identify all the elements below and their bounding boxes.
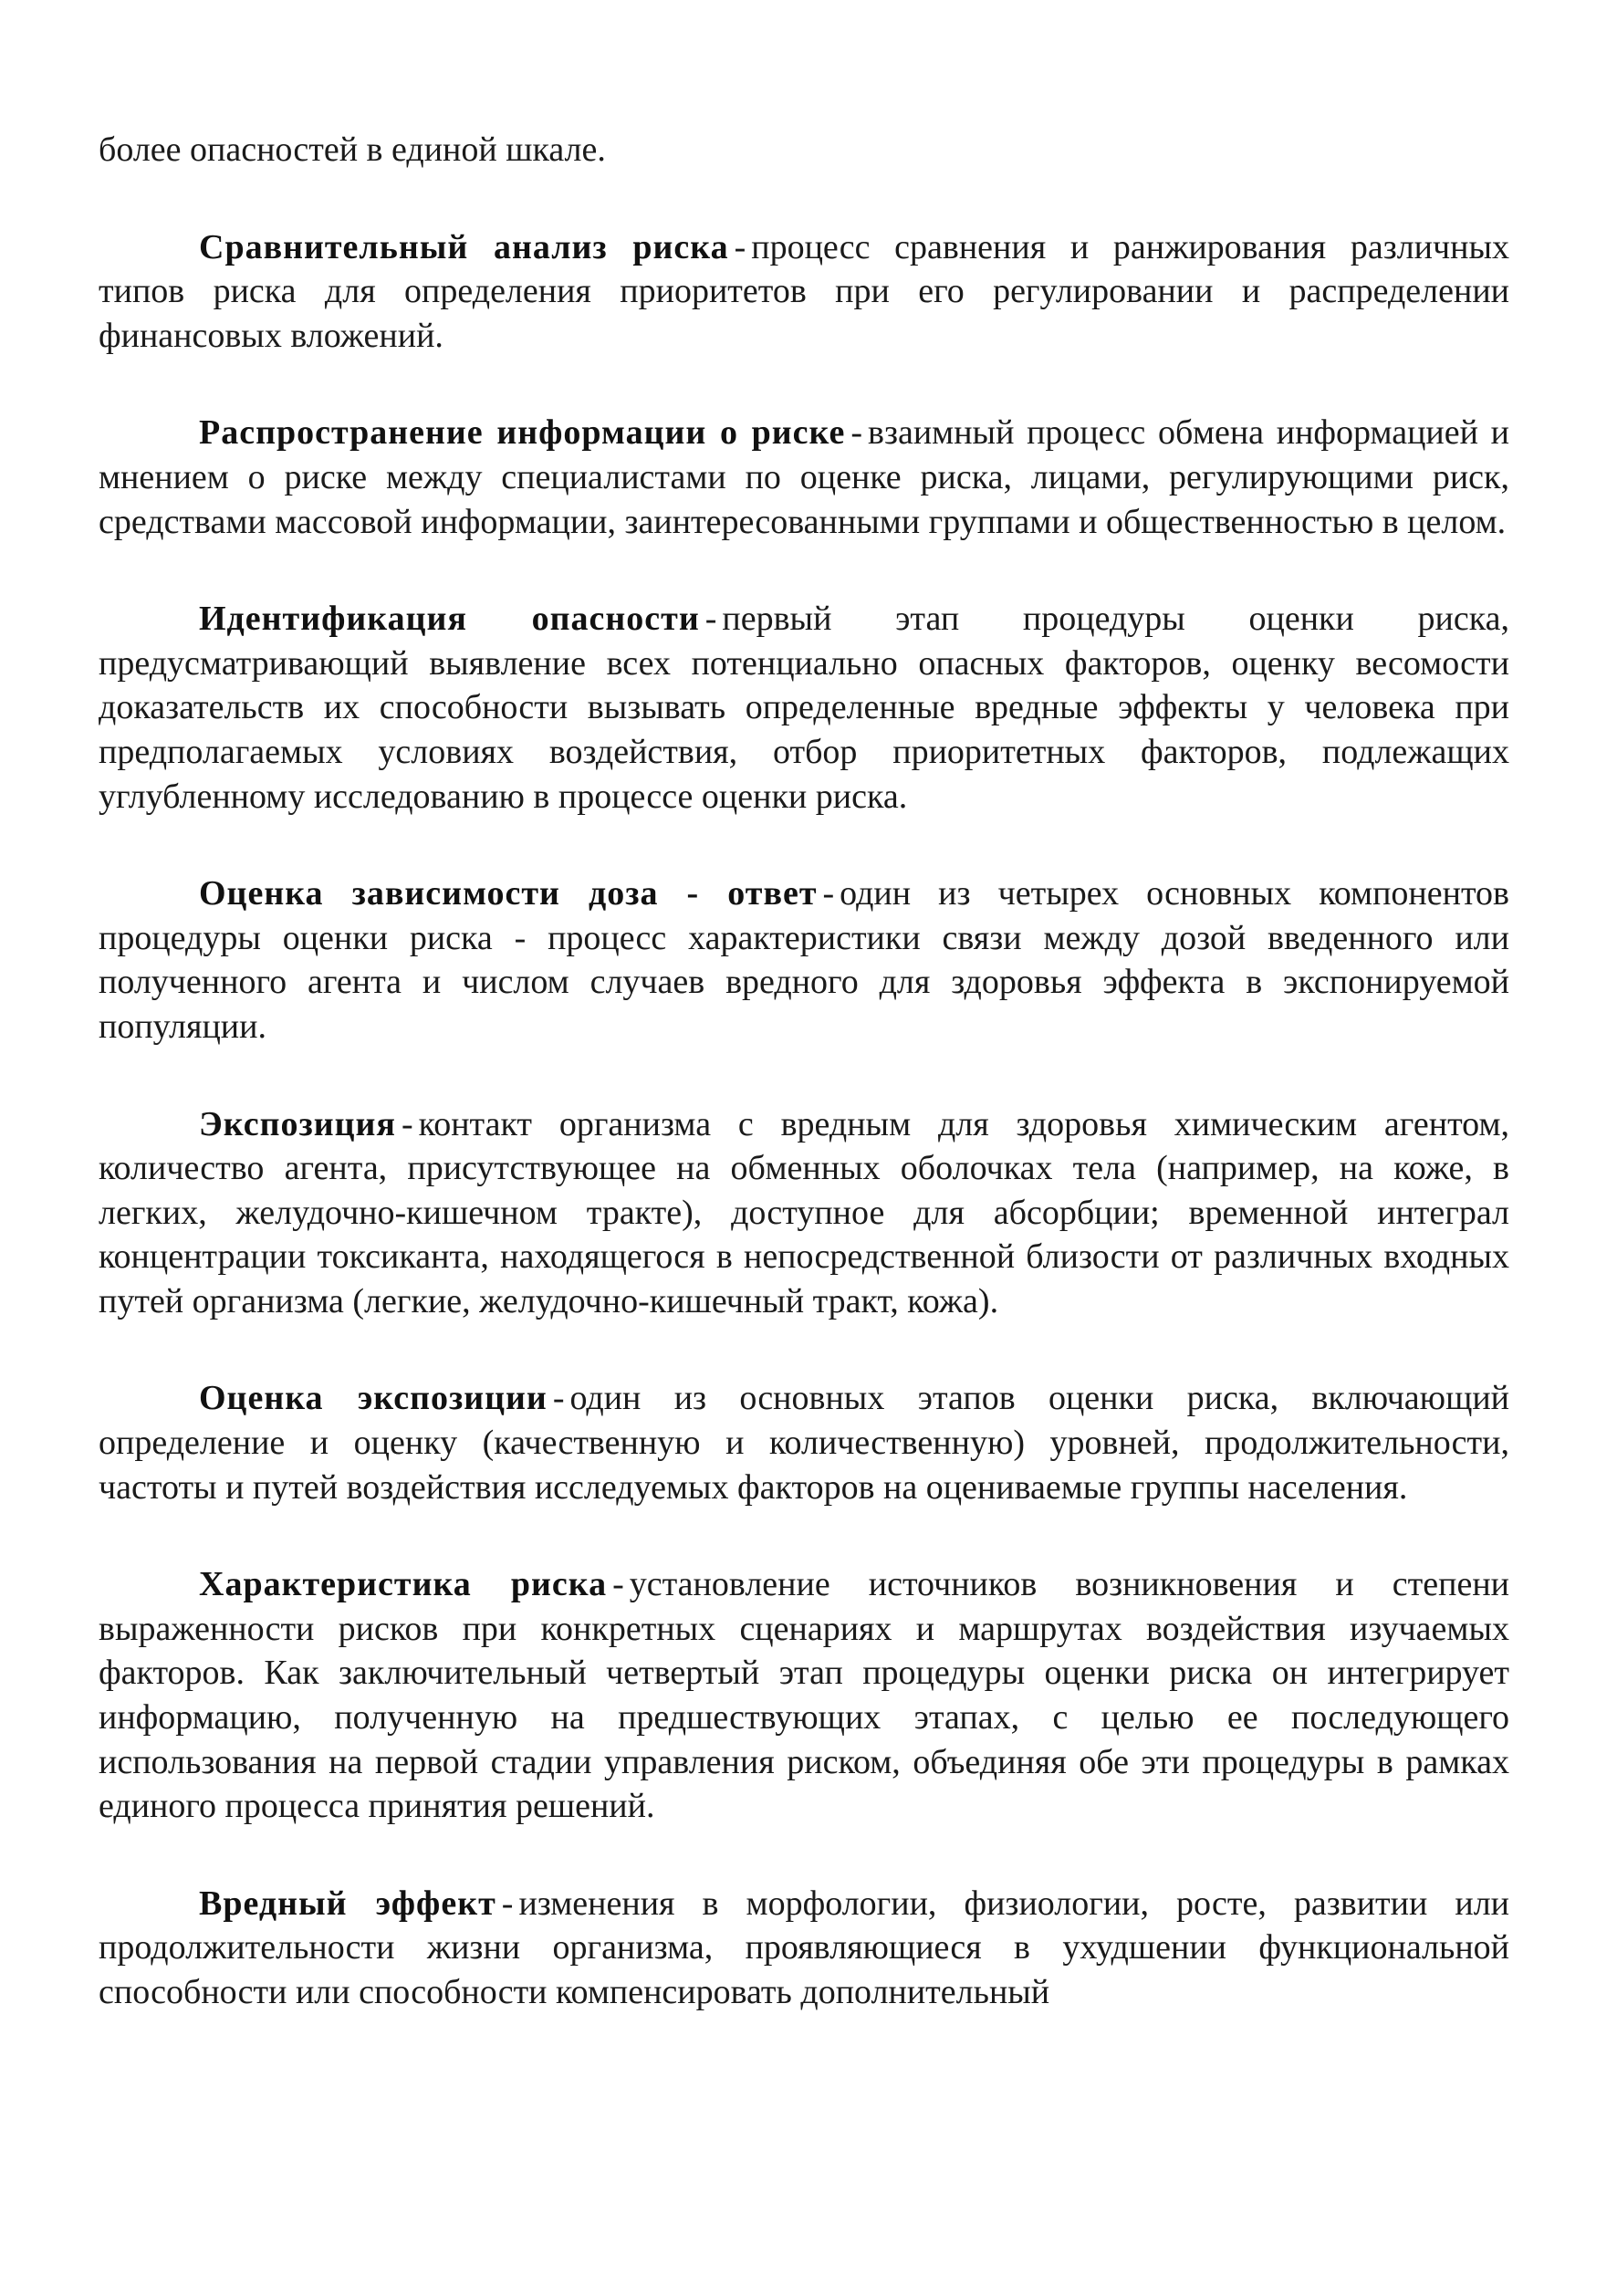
- definition: контакт организма с вредным для здоровья химическим агентом, количество агента, присутствующее на обменных оболочках тела (например, на коже, в легких, желудочно-кишечном тракте), доступное для абсорбции; временной интеграл концентрации токсиканта, находящегося в непосредственной близости от различных входных путей организма (легкие, желудочно-кишечный тракт, кожа).: [99, 1104, 1509, 1320]
- definition: первый этап процедуры оценки риска, предусматривающий выявление всех потенциально опасных факторов, оценку весомости доказательств их способности вызывать определенные вредные эффекты у человека при предполагаемых условиях воздействия, отбор приоритетных факторов, подлежащих углубленному исследованию в процессе оценки риска.: [99, 600, 1509, 816]
- separator: -: [850, 413, 862, 453]
- definition-entry-risk-characterization: [99, 1562, 1509, 1829]
- separator: -: [612, 1565, 624, 1604]
- definition-entry-dose-response: [99, 871, 1509, 1049]
- separator: -: [734, 227, 746, 266]
- intro-paragraph: более опасностей в единой шкале.: [99, 130, 606, 169]
- separator: -: [704, 600, 717, 639]
- definition-entry-exposure-assessment: [99, 1376, 1509, 1509]
- term: Экспозиция: [199, 1104, 396, 1143]
- definition: взаимный процесс обмена информацией и мнением о риске между специалистами по оценке риска, лицами, регулирующими риск, средствами массовой информации, заинтересованными группами и общественностью в целом.: [99, 413, 1509, 541]
- term: Оценка зависимости доза - ответ: [199, 874, 818, 913]
- definition: процесс сравнения и ранжирования различных типов риска для определения приоритетов при его регулировании и распределении финансовых вложений.: [99, 227, 1509, 355]
- separator: -: [501, 1884, 514, 1923]
- term: Оценка экспозиции: [199, 1379, 548, 1418]
- separator: -: [402, 1104, 413, 1143]
- definition-entry-comparative-risk-analysis: [99, 225, 1509, 359]
- separator: -: [552, 1379, 565, 1418]
- definition: один из четырех основных компонентов процедуры оценки риска - процесс характеристики связи между дозой введенного или полученного агента и числом случаев вредного для здоровья эффекта в экспонируемой популяции.: [99, 874, 1509, 1046]
- term: Распространение информации о риске: [199, 413, 846, 453]
- definition-entry-risk-communication: [99, 411, 1509, 544]
- document-page: [99, 128, 1509, 2068]
- term: Идентификация опасности: [199, 600, 700, 639]
- definition-entry-hazard-identification: [99, 597, 1509, 819]
- definition-entry-exposure: [99, 1102, 1509, 1324]
- separator: -: [822, 874, 835, 913]
- term: Характеристика риска: [199, 1565, 608, 1604]
- term: Сравнительный анализ риска: [199, 227, 729, 266]
- definition: изменения в морфологии, физиологии, росте, развитии или продолжительности жизни организма, проявляющиеся в ухудшении функциональной способности или способности компенсировать дополнительный: [99, 1884, 1509, 2011]
- term: Вредный эффект: [199, 1884, 496, 1923]
- definition: установление источников возникновения и степени выраженности рисков при конкретных сценариях и маршрутах воздействия изучаемых факторов. Как заключительный четвертый этап процедуры оценки риска он интегрирует информацию, полученную на предшествующих этапах, с целью ее последующего использования на первой стадии управления риском, объединяя обе эти процедуры в рамках единого процесса принятия решений.: [99, 1565, 1509, 1826]
- definition-entry-adverse-effect: [99, 1882, 1509, 2015]
- definition: один из основных этапов оценки риска, включающий определение и оценку (качественную и количественную) уровней, продолжительности, частоты и путей воздействия исследуемых факторов на оцениваемые группы населения.: [99, 1379, 1509, 1507]
